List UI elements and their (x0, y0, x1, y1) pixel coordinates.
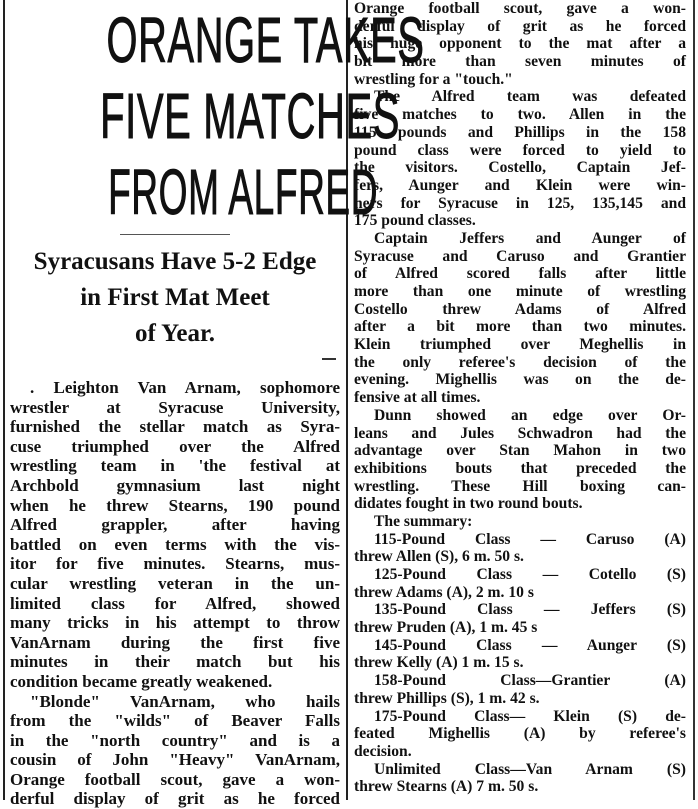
text-line (354, 478, 686, 496)
text-line-content: "Blonde" VanArnam, who hails (30, 691, 340, 711)
text-line-content: didates fought in two round bouts. (354, 495, 583, 513)
text-line (354, 601, 686, 619)
text-line (354, 159, 686, 177)
text-line-content: condition became greatly weakened. (10, 671, 273, 691)
subheadline (10, 244, 340, 352)
text-line-content: Klein triumphed over Meghellis in (354, 336, 686, 354)
text-line-content: advantage over Stan Mahon in two (354, 442, 686, 460)
text-line-content: pound class were forced to yield to (354, 141, 686, 159)
article-body-right (354, 0, 686, 796)
text-line-content: itor for five minutes. Stearns, mus- (10, 554, 340, 574)
text-line-content: furnished the stellar match as Syra- (10, 417, 340, 437)
text-line-content: 175-Pound Class— Klein (S) de- (374, 707, 686, 725)
text-line-content: many tricks in his attempt to throw (10, 613, 340, 633)
text-line-content: 175 pound classes. (354, 212, 476, 230)
text-line-content: threw Phillips (S), 1 m. 42 s. (354, 689, 540, 707)
text-line-content: derful display of grit as he forced (354, 17, 686, 35)
text-line-content: battled on even terms with the vis- (10, 534, 340, 554)
text-line-content: 115 pounds and Phillips in the 158 (354, 123, 686, 141)
text-line (10, 456, 340, 476)
text-line (10, 417, 340, 437)
subheadline-line: Syracusans Have 5-2 Edge (33, 248, 317, 275)
text-line (10, 711, 340, 731)
text-line-content: in the "north country" and is a (10, 730, 340, 750)
text-line (354, 354, 686, 372)
text-line (354, 71, 686, 89)
text-line (354, 743, 686, 761)
text-line (354, 212, 686, 230)
text-line-content: wrestler at Syracuse University, (10, 397, 340, 417)
text-line (10, 731, 340, 751)
text-line (354, 708, 686, 726)
text-line-content: five matches to two. Allen in the (354, 106, 686, 124)
text-line (10, 378, 340, 398)
text-line-content: 135-Pound Class — Jeffers (S) (374, 601, 686, 619)
text-line (354, 778, 686, 796)
text-line-content: Dunn showed an edge over Or- (374, 406, 686, 424)
text-line (354, 531, 686, 549)
text-line (10, 770, 340, 790)
text-line (10, 672, 340, 692)
text-line (354, 460, 686, 478)
text-line-content: of Alfred scored falls after little (354, 265, 686, 283)
text-line (10, 750, 340, 770)
text-line (10, 398, 340, 418)
text-line (10, 789, 340, 809)
text-line-content: threw Kelly (A) 1 m. 15 s. (354, 654, 524, 672)
text-line (354, 53, 686, 71)
text-line (10, 554, 340, 574)
text-line-content: more than one minute of wrestling (354, 283, 686, 300)
text-line-content: minutes in their match but his (10, 652, 340, 672)
text-line (354, 495, 686, 513)
headline-divider (120, 234, 230, 235)
text-line (354, 584, 686, 602)
text-line (354, 761, 686, 779)
text-line (354, 407, 686, 425)
text-line (354, 513, 686, 531)
text-line (354, 371, 686, 389)
text-line (354, 142, 686, 160)
text-line (354, 637, 686, 655)
text-line (354, 18, 686, 36)
text-line-content: Unlimited Class—Van Arnam (S) (374, 760, 686, 778)
text-line-content: cuse triumphed over the Alfred (10, 436, 340, 456)
text-line (10, 574, 340, 594)
text-line-content: decision. (354, 742, 412, 760)
text-line (10, 633, 340, 653)
subhead-divider (322, 358, 336, 360)
text-line-content: 158-Pound Class—Grantier (A) (374, 672, 686, 690)
text-line (354, 725, 686, 743)
text-line-content: wrestling for a "touch." (354, 70, 513, 88)
text-line-content: cular wrestling veteran in the un- (10, 573, 340, 593)
text-line (354, 672, 686, 690)
article-body-left (10, 378, 340, 809)
text-line-content: wrestling. These Hill boxing can- (354, 477, 686, 495)
text-line (10, 515, 340, 535)
text-line-content: the visitors. Costello, Captain Jef- (354, 159, 686, 177)
text-line-content: Syracuse and Caruso and Grantier (354, 247, 686, 265)
text-line (354, 265, 686, 283)
text-line-content: Archbold gymnasium last night (10, 475, 340, 495)
text-line-content: Costello threw Adams of Alfred (354, 300, 686, 318)
text-line (10, 535, 340, 555)
text-line-content: exhibitions bouts that preceded the (354, 459, 686, 477)
headline-line: FROM ALFRED (108, 156, 379, 228)
text-line-content: VanArnam during the first five (10, 632, 340, 652)
right-column (354, 0, 686, 800)
column-rule-right (693, 0, 695, 800)
text-line-content: limited class for Alfred, showed (10, 593, 340, 613)
text-line-content: threw Pruden (A), 1 m. 45 s (354, 619, 538, 637)
text-line-content: threw Stearns (A) 7 m. 50 s. (354, 778, 539, 796)
text-line-content: Orange football scout, gave a won- (354, 0, 686, 17)
text-line (354, 248, 686, 266)
text-line-content: The Alfred team was defeated (374, 88, 686, 106)
text-line-content: threw Allen (S), 6 m. 50 s. (354, 548, 524, 566)
text-line-content: ners for Syracuse in 125, 135,145 and (354, 194, 686, 212)
text-line-content: The summary: (374, 512, 473, 530)
text-line-content: Captain Jeffers and Aunger of (374, 229, 686, 247)
text-line (354, 230, 686, 248)
text-line-content: derful display of grit as he forced (10, 789, 340, 809)
text-line (354, 566, 686, 584)
text-line-content: threw Adams (A), 2 m. 10 s (354, 583, 534, 601)
column-rule-left (3, 0, 5, 800)
text-line (354, 654, 686, 672)
text-line-content: bit more than seven minutes of (354, 53, 686, 71)
text-line (354, 548, 686, 566)
text-line-content: Alfred grappler, after having (10, 515, 340, 535)
text-line (10, 652, 340, 672)
text-line (354, 318, 686, 336)
text-line (10, 613, 340, 633)
text-line (354, 619, 686, 637)
text-line (354, 690, 686, 708)
text-line-content: fensive at all times. (354, 389, 481, 407)
text-line (10, 437, 340, 457)
text-line (354, 88, 686, 106)
text-line-content: after a bit more than two minutes. (354, 318, 686, 336)
text-line (354, 389, 686, 407)
text-line-content: fers, Aunger and Klein were win- (354, 176, 686, 194)
text-line-content: . Leighton Van Arnam, sophomore (30, 378, 340, 397)
headline-line: FIVE MATCHES (100, 80, 401, 152)
text-line-content: 145-Pound Class — Aunger (S) (374, 636, 686, 654)
text-line-content: the only referee's decision of the (354, 353, 686, 371)
text-line-content: cousin of John "Heavy" VanArnam, (10, 750, 340, 770)
text-line-content: Orange football scout, gave a won- (10, 769, 340, 789)
text-line-content: feated Mighellis (A) by referee's (354, 725, 686, 743)
text-line (354, 425, 686, 443)
text-line (10, 692, 340, 712)
text-line-content: evening. Mighellis was on the de- (354, 371, 686, 389)
text-line (10, 476, 340, 496)
text-line (354, 336, 686, 354)
text-line (354, 35, 686, 53)
text-line (354, 124, 686, 142)
text-line-content: leans and Jules Schwadron had the (354, 424, 686, 442)
text-line (354, 0, 686, 18)
text-line-content: when he threw Stearns, 190 pound (10, 495, 340, 515)
text-line (354, 283, 686, 301)
text-line (354, 195, 686, 213)
text-line-content: his huge opponent to the mat after a (354, 35, 686, 53)
text-line (354, 301, 686, 319)
text-line (10, 496, 340, 516)
text-line (354, 442, 686, 460)
text-line-content: wrestling team in 'the festival at (10, 456, 340, 476)
text-line-content: 115-Pound Class — Caruso (A) (374, 530, 686, 548)
text-line-content: 125-Pound Class — Cotello (S) (374, 566, 686, 583)
text-line (354, 177, 686, 195)
text-line (10, 594, 340, 614)
subheadline-line: of Year. (134, 320, 216, 347)
text-line-content: from the "wilds" of Beaver Falls (10, 711, 340, 731)
headline-line: ORANGE TAKES (106, 4, 425, 76)
subheadline-line: in First Mat Meet (80, 284, 270, 311)
text-line (354, 106, 686, 124)
